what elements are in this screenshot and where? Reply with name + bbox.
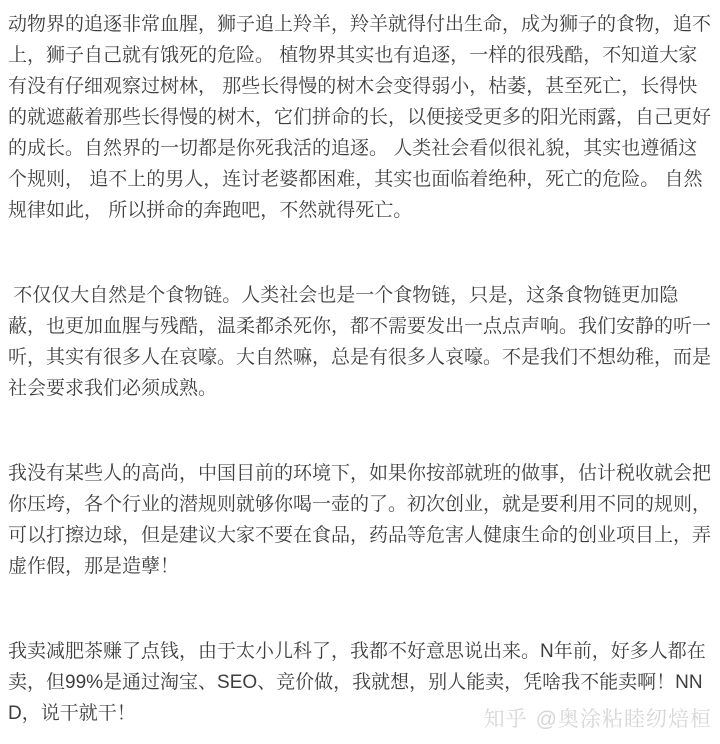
paragraph-3: 我没有某些人的高尚，中国目前的环境下，如果你按部就班的做事，估计税收就会把你压垮，各个行业的潜规则就够你喝一壶的了。初次创业，就是要利用不同的规则，可以打擦边球，但是建议大家不要在食品，药品等危害人健康生命的创业项目上，弄虚作假，那是造孽！ [8, 463, 712, 577]
watermark-username: @奥涂粘睦纫焙桓 [535, 708, 712, 731]
zhihu-watermark [484, 708, 712, 732]
paragraph-4: 我卖减肥茶赚了点钱，由于太小儿科了，我都不好意思说出来。N年前，好多人都在卖，但99%是通过淘宝、SEO、竞价做，我就想，别人能卖，凭啥我不能卖啊！NND，说干就干！ [8, 641, 706, 724]
paragraph-1: 动物界的追逐非常血腥，狮子追上羚羊，羚羊就得付出生命，成为狮子的食物，追不上，狮子自己就有饿死的危险。 植物界其实也有追逐，一样的很残酷，不知道大家有没有仔细观察过树林， 那些长得慢的树木会变得弱小，枯萎，甚至死亡，长得快的就遮蔽着那些长得慢的树木，它们拼命的长，以便接受更多的阳光雨露，自己更好的成长。自然界的一切都是你死我活的追逐。 人类社会看似很礼貌，其实也遵循这个规则， 追不上的男人，连讨老婆都困难，其实也面临着绝种，死亡的危险。 自然规律如此， 所以拼命的奔跑吧，不然就得死亡。 [8, 14, 712, 221]
paragraph-2: 不仅仅大自然是个食物链。人类社会也是一个食物链，只是，这条食物链更加隐蔽，也更加血腥与残酷，温柔都杀死你，都不需要发出一点点声响。我们安静的听一听，其实有很多人在哀嚎。大自然嘛，总是有很多人哀嚎。不是我们不想幼稚，而是社会要求我们必须成熟。 [8, 285, 712, 399]
zhihu-site-label: 知乎 [483, 708, 528, 731]
